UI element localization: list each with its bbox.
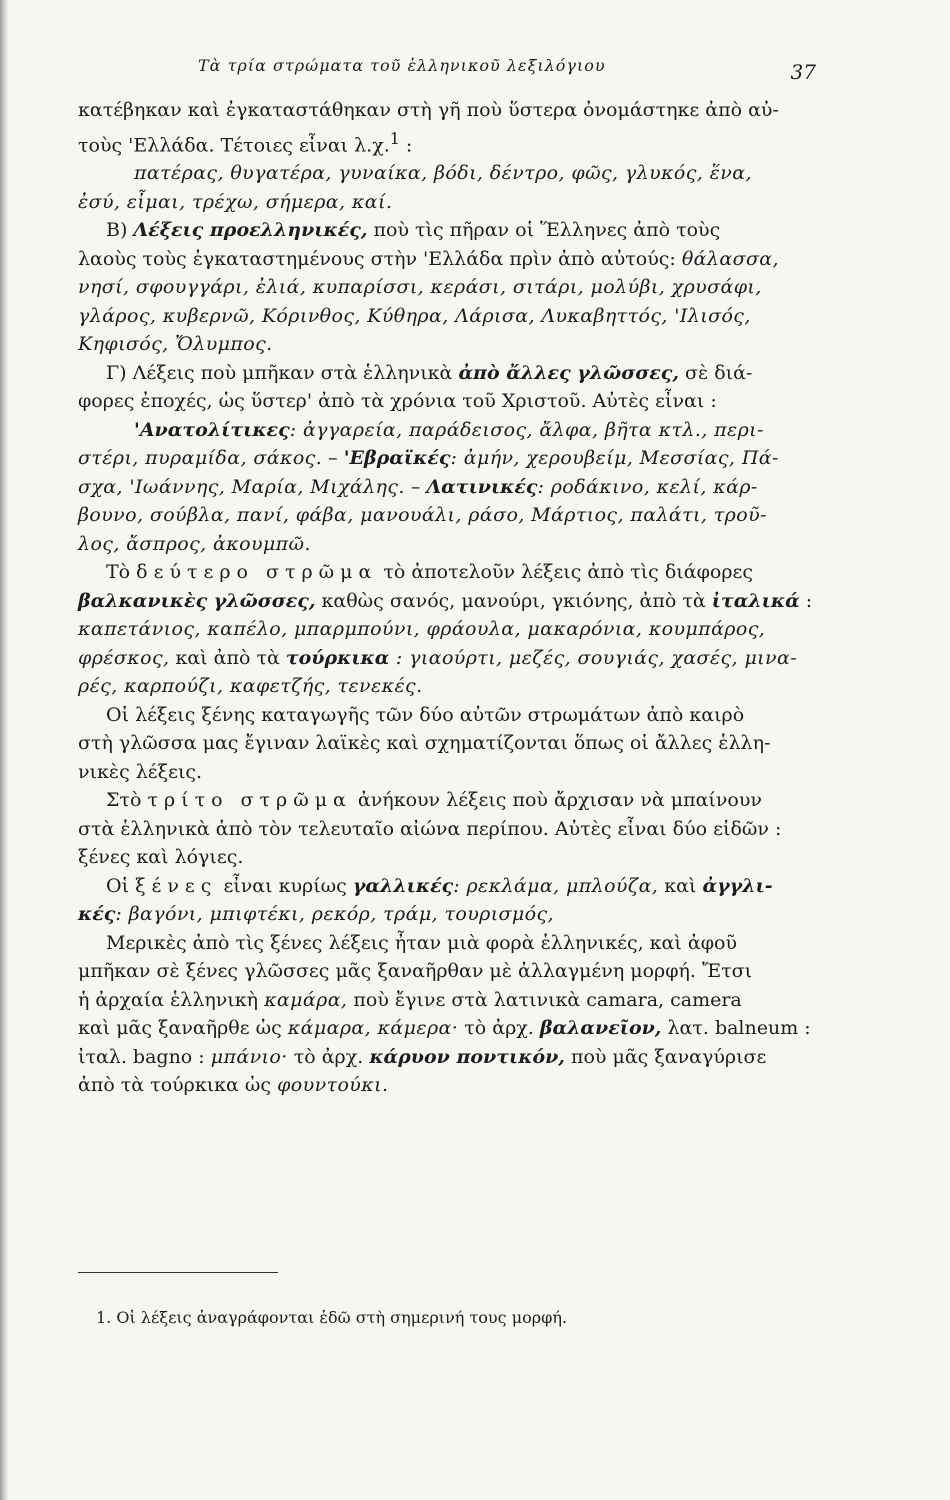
text-segment: κατέβηκαν καὶ ἐγκαταστάθηκαν στὴ γῆ ποὺ ὕστερα ὀνομάστηκε ἀπὸ αὐ-	[78, 99, 779, 121]
text-segment: ρές, καρπούζι, καφετζής, τενεκές.	[78, 675, 423, 698]
text-segment: εἶναι κυρίως	[217, 874, 353, 897]
text-segment: καθὼς σανός, μανούρι, γκιόνης, ἀπὸ τὰ	[315, 589, 712, 612]
text-line	[78, 644, 814, 673]
text-segment: Λέξεις προελληνικές,	[133, 219, 368, 242]
text-line	[78, 587, 814, 616]
text-line	[78, 159, 814, 188]
text-segment: καμάρα,	[264, 988, 348, 1011]
text-line	[78, 729, 814, 758]
text-line	[78, 758, 814, 787]
text-segment: –	[404, 475, 427, 498]
text-segment: : βαγόνι, μπιφτέκι, ρεκόρ, τράμ, τουρισμός,	[115, 903, 554, 926]
text-segment: ἰταλικά	[711, 589, 800, 612]
text-segment: ἐσύ, εἶμαι, τρέχω, σήμερα, καί.	[78, 190, 393, 213]
text-segment: τὸ ἀρχ.	[458, 1017, 540, 1040]
text-segment: ἀγγλι-	[702, 874, 773, 897]
text-segment: πατέρας, θυγατέρα, γυναίκα, βόδι, δέντρο, φῶς, γλυκός, ἕνα,	[134, 162, 752, 185]
text-segment: ἡ ἀρχαία ἑλληνικὴ	[78, 988, 265, 1011]
text-segment: Μερικὲς ἀπὸ τὶς ξένες λέξεις ἦταν μιὰ φορὰ ἑλληνικές, καὶ ἀφοῦ	[106, 931, 737, 954]
text-line	[78, 1071, 814, 1100]
footnote-ref: 1	[389, 128, 400, 148]
text-segment: δεύτερο στρῶμα	[136, 561, 378, 584]
text-segment: βαλκανικὲς γλῶσσες,	[78, 589, 316, 612]
text-line	[78, 125, 814, 160]
text-line	[78, 672, 814, 701]
text-segment: 'Εβραϊκές	[343, 447, 451, 470]
text-segment: ἰταλ. bagno :	[78, 1045, 211, 1068]
text-line	[78, 416, 814, 445]
text-segment: :	[799, 589, 813, 612]
text-segment: : γιαούρτι, μεζές, σουγιάς, χασές, μινα-	[389, 646, 798, 669]
text-line	[78, 444, 814, 473]
text-segment: Β)	[106, 219, 134, 242]
text-line	[78, 872, 814, 901]
text-segment: γαλλικές	[352, 874, 454, 897]
text-segment: τὸ ἀποτελοῦν λέξεις ἀπὸ τὶς διάφορες	[377, 561, 753, 584]
text-line	[78, 986, 814, 1015]
text-segment: : ἀμήν, χερουβείμ, Μεσσίας, Πά-	[450, 447, 779, 470]
running-title: Τὰ τρία στρώματα τοῦ ἑλληνικοῦ λεξιλόγιου	[198, 56, 606, 75]
text-segment: κάρυον ποντικόν,	[369, 1045, 565, 1068]
text-line	[78, 615, 814, 644]
text-segment: γλάρος, κυβερνῶ, Κόρινθος, Κύθηρα, Λάρισα, Λυκαβηττός, 'Ιλισός,	[78, 304, 751, 327]
text-segment: ἀγγαρεία, παράδεισος, ἄλφα, βῆτα κτλ., περι-	[302, 418, 764, 441]
text-line	[78, 1014, 814, 1043]
text-segment: Κηφισός, Ὄλυμπος.	[78, 333, 273, 356]
text-segment: :	[399, 133, 413, 156]
text-segment: Στὸ	[106, 789, 148, 812]
text-segment: νικὲς λέξεις.	[78, 760, 203, 783]
text-line	[78, 900, 814, 929]
text-segment: ποὺ μᾶς ξαναγύρισε	[564, 1045, 767, 1068]
text-line	[78, 359, 814, 388]
text-segment: ξένες καὶ λόγιες.	[78, 846, 244, 869]
text-segment: καὶ μᾶς ξαναῆρθε ὡς	[78, 1017, 288, 1040]
text-segment: τούρκικα	[285, 646, 390, 669]
text-segment: Λατινικές	[426, 475, 538, 498]
text-segment: στὴ γλῶσσα μας ἔγιναν λαϊκὲς καὶ σχηματίζονται ὅπως οἱ ἄλλες ἑλλη-	[78, 732, 771, 755]
text-segment: : ροδάκινο, κελί, κάρ-	[537, 475, 758, 498]
text-segment: Οἱ	[106, 874, 136, 897]
text-line	[78, 701, 814, 730]
text-segment: στὰ ἑλληνικὰ ἀπὸ τὸν τελευταῖο αἰώνα περίπου. Αὐτὲς εἶναι δύο εἰδῶν :	[78, 817, 782, 840]
text-line	[78, 530, 814, 559]
text-segment: :	[289, 418, 303, 441]
text-line	[78, 473, 814, 502]
footnote-separator	[78, 1272, 278, 1273]
text-line	[78, 501, 814, 530]
page-header	[78, 50, 816, 84]
body-text	[78, 96, 814, 1100]
text-segment: ἀπὸ ἄλλες γλῶσσες,	[458, 361, 679, 384]
text-segment: λαοὺς τοὺς ἐγκαταστημένους στὴν 'Ελλάδα πρὶν ἀπὸ αὐτούς:	[78, 247, 682, 270]
text-segment: φορες ἐποχές, ὡς ὕστερ' ἀπὸ τὰ χρόνια τοῦ Χριστοῦ. Αὐτὲς εἶναι :	[78, 390, 717, 413]
text-segment: καὶ ἀπὸ τὰ	[169, 646, 286, 669]
text-segment: θάλασσα,	[681, 247, 779, 270]
text-segment: ἀπὸ τὰ τούρκικα ὡς	[78, 1074, 278, 1097]
footnote-number: 1.	[96, 1308, 112, 1327]
text-segment: –	[322, 447, 344, 470]
text-segment: ποὺ ἔγινε στὰ λατινικὰ camara, camera	[347, 988, 742, 1011]
text-segment: ξένες	[135, 874, 218, 897]
text-segment: τὸ ἀρχ.	[287, 1045, 370, 1068]
text-segment: Τὸ	[106, 561, 137, 584]
text-segment: νησί, σφουγγάρι, ἐλιά, κυπαρίσσι, κεράσι, σιτάρι, μολύβι, χρυσάφι,	[78, 276, 762, 299]
text-segment: κές	[78, 903, 116, 926]
text-line	[78, 302, 814, 331]
page-number: 37	[790, 60, 816, 84]
text-segment: σχα, 'Ιωάννης, Μαρία, Μιχάλης.	[78, 475, 405, 498]
text-segment: μπῆκαν σὲ ξένες γλῶσσες μᾶς ξαναῆρθαν μὲ ἀλλαγμένη μορφή. Ἔτσι	[78, 960, 753, 983]
text-line	[78, 96, 814, 125]
text-line	[78, 273, 814, 302]
footnote-text: Οἱ λέξεις ἀναγράφονται ἐδῶ στὴ σημερινή τους μορφή.	[116, 1308, 568, 1327]
text-segment: ἀνήκουν λέξεις ποὺ ἄρχισαν νὰ μπαίνουν	[351, 789, 762, 812]
text-segment: Οἱ λέξεις ξένης καταγωγῆς τῶν δύο αὐτῶν στρωμάτων ἀπὸ καιρὸ	[106, 703, 745, 726]
text-line	[78, 245, 814, 274]
text-line	[78, 1043, 814, 1072]
text-segment: λος, ἄσπρος, ἀκουμπῶ.	[78, 532, 311, 555]
text-line	[78, 929, 814, 958]
text-segment: καπετάνιος, καπέλο, μπαρμπούνι, φράουλα, μακαρόνια, κουμπάρος,	[78, 618, 766, 641]
text-line	[78, 387, 814, 416]
text-segment: φρέσκος,	[78, 646, 170, 669]
text-line	[78, 815, 814, 844]
text-line	[78, 957, 814, 986]
text-segment: καὶ	[658, 874, 703, 897]
text-line	[78, 558, 814, 587]
text-segment: λατ. balneum :	[661, 1017, 811, 1040]
text-line	[78, 188, 814, 217]
text-segment: ποὺ τὶς πῆραν οἱ Ἕλληνες ἀπὸ τοὺς	[367, 219, 721, 242]
text-segment: σὲ διά-	[678, 361, 753, 384]
text-segment: στέρι, πυραμίδα, σάκος.	[78, 447, 323, 470]
footnote	[96, 1308, 567, 1327]
text-segment: 'Ανατολίτικες	[134, 418, 290, 441]
page-gutter-shadow	[0, 0, 9, 1500]
text-segment: βαλανεῖον,	[539, 1017, 662, 1040]
text-segment: φουντούκι.	[277, 1074, 389, 1097]
text-segment: βουνο, σούβλα, πανί, φάβα, μανουάλι, ράσο, Μάρτιος, παλάτι, τροῦ-	[78, 504, 767, 527]
text-segment: Γ) Λέξεις ποὺ μπῆκαν στὰ ἑλληνικὰ	[106, 361, 459, 384]
text-line	[78, 843, 814, 872]
text-segment: τοὺς 'Ελλάδα. Τέτοιες εἶναι λ.χ.	[78, 133, 390, 156]
text-segment: μπάνιο·	[210, 1045, 288, 1068]
text-line	[78, 216, 814, 245]
text-segment: κάμαρα, κάμερα·	[287, 1017, 459, 1040]
text-line	[78, 330, 814, 359]
text-segment: : ρεκλάμα, μπλούζα,	[453, 874, 659, 897]
text-line	[78, 786, 814, 815]
text-segment: τρίτο στρῶμα	[147, 789, 352, 812]
